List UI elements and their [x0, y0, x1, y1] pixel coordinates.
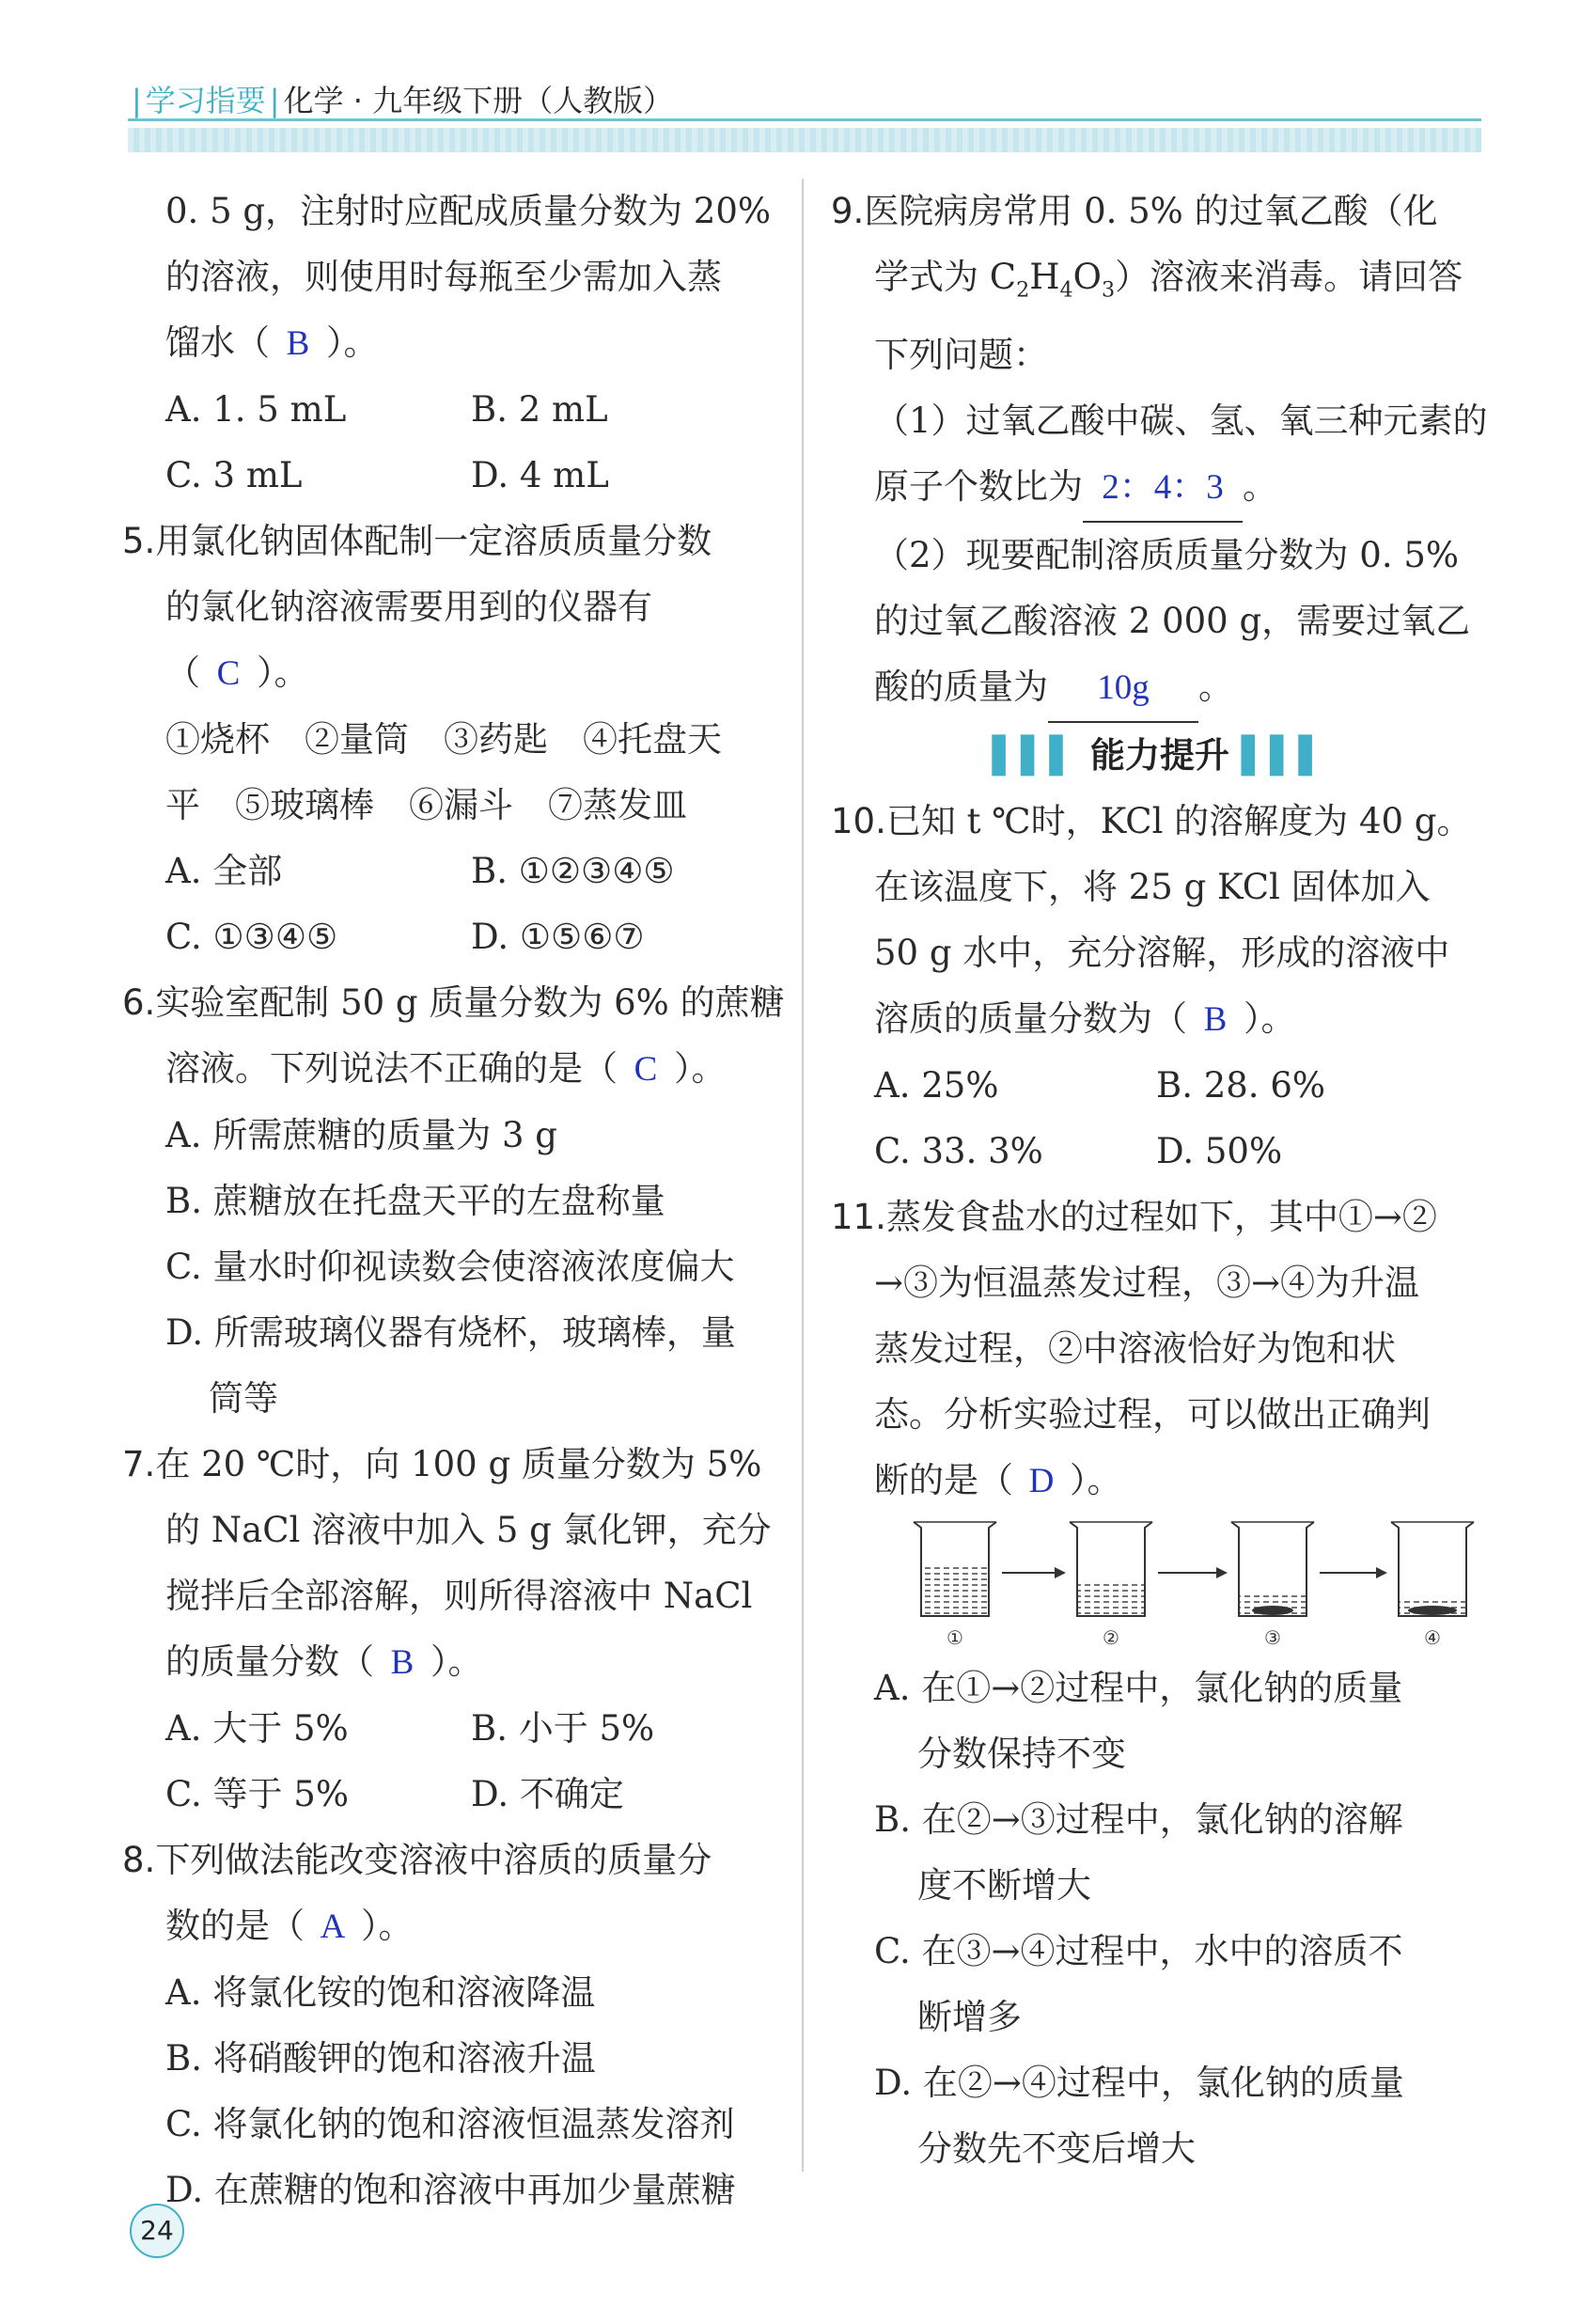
right-column	[831, 179, 1489, 2182]
q5-option-a: A. 全部	[165, 851, 283, 891]
q7-line4: 的质量分数（ B ）。	[122, 1629, 771, 1696]
q4-answer: B	[286, 324, 310, 363]
q6-option-b: B. 蔗糖放在托盘天平的左盘称量	[165, 1181, 665, 1221]
fig-label-1: ①	[947, 1626, 963, 1650]
q11-line1: 11.蒸发食盐水的过程如下，其中①→②	[831, 1197, 1437, 1238]
q9-part1-answer: 2：4：3	[1083, 455, 1243, 523]
q9-line1: 9.医院病房常用 0. 5% 的过氧乙酸（化	[831, 191, 1438, 231]
q9-line3: 下列问题：	[874, 335, 1048, 376]
q11-line3: 蒸发过程，②中溶液恰好为饱和状	[874, 1328, 1396, 1370]
q6-line1: 6.实验室配制 50 g 质量分数为 6% 的蔗糖	[122, 982, 785, 1023]
q8-line2: 数的是（ A ）。	[122, 1893, 771, 1960]
q5-line3: （ C ）。	[122, 640, 771, 707]
left-column	[122, 179, 785, 2223]
beaker-3	[1231, 1522, 1314, 1616]
q5-option-d: D. ①⑤⑥⑦	[471, 917, 645, 957]
q4-line2: 的溶液，则使用时每瓶至少需加入蒸	[165, 257, 722, 297]
q11-option-a-cont: 分数保持不变	[917, 1734, 1126, 1775]
q7-options-row2	[122, 1762, 771, 1828]
q11-option-b-cont: 度不断增大	[917, 1865, 1091, 1907]
q8-line1: 8.下列做法能改变溶液中溶质的质量分	[122, 1840, 712, 1880]
q6-option-a: A. 所需蔗糖的质量为 3 g	[165, 1115, 557, 1155]
question-10	[831, 789, 1489, 1185]
q7-line3: 搅拌后全部溶解，则所得溶液中 NaCl	[165, 1576, 753, 1616]
q9-part1-line2: 原子个数比为 2：4：3 。	[831, 454, 1489, 523]
section-title: ▌▌▌ 能力提升 ▌▌▌	[992, 735, 1328, 777]
q9-part2-line2: 的过氧乙酸溶液 2 000 g，需要过氧乙	[874, 601, 1471, 642]
q6-option-d: D. 所需玻璃仪器有烧杯，玻璃棒，量	[165, 1312, 736, 1353]
evaporation-figure	[906, 1514, 1489, 1656]
question-5	[122, 509, 771, 970]
q6-option-d-cont: 筒等	[209, 1378, 278, 1419]
q11-line5: 断的是（ D ）。	[831, 1448, 1489, 1514]
q4-option-c: C. 3 mL	[165, 455, 303, 495]
q8-option-d: D. 在蔗糖的饱和溶液中再加少量蔗糖	[165, 2170, 736, 2210]
q10-line3: 50 g 水中，充分溶解，形成的溶液中	[874, 933, 1450, 974]
q10-answer: B	[1203, 1000, 1228, 1040]
header-title: | 学习指要 | 化学 · 九年级下册（人教版）	[132, 83, 674, 118]
q7-line1: 7.在 20 ℃时，向 100 g 质量分数为 5%	[122, 1444, 762, 1484]
q4-option-a: A. 1. 5 mL	[165, 389, 347, 430]
q5-line1: 5.用氯化钠固体配制一定溶质质量分数	[122, 521, 712, 561]
q8-option-b: B. 将硝酸钾的饱和溶液升温	[165, 2038, 596, 2079]
beaker-2	[1070, 1522, 1152, 1616]
q11-option-d: D. 在②→④过程中，氯化钠的质量	[874, 2063, 1404, 2104]
series-name: 学习指要	[145, 83, 266, 118]
q9-line2: 学式为 $C_2H_4O_3$）溶液来消毒。请回答	[874, 257, 1463, 303]
q10-options-row1	[831, 1053, 1489, 1119]
q5-line5: 平 ⑤玻璃棒 ⑥漏斗 ⑦蒸发皿	[165, 785, 687, 825]
beaker-1	[914, 1522, 996, 1616]
q6-line2: 溶液。下列说法不正确的是（ C ）。	[122, 1036, 771, 1103]
q7-option-c: C. 等于 5%	[165, 1774, 349, 1814]
q10-option-c: C. 33. 3%	[874, 1131, 1043, 1172]
q6-option-c: C. 量水时仰视读数会使溶液浓度偏大	[165, 1247, 735, 1287]
q5-line4: ①烧杯 ②量筒 ③药匙 ④托盘天	[165, 719, 722, 760]
q7-options-row1	[122, 1696, 771, 1762]
q11-option-a: A. 在①→②过程中，氯化钠的质量	[874, 1668, 1403, 1709]
q4-options-row2	[122, 443, 771, 509]
q5-answer: C	[216, 654, 241, 693]
q4-options-row1	[122, 377, 771, 443]
question-4-continued	[122, 179, 771, 509]
q6-answer: C	[634, 1050, 658, 1089]
q5-options-row1	[122, 839, 771, 904]
q11-line4: 态。分析实验过程，可以做出正确判	[874, 1394, 1431, 1436]
q11-option-c-cont: 断增多	[917, 1997, 1022, 2038]
section-deco-right: ▌▌▌	[1241, 735, 1328, 777]
q11-option-b: B. 在②→③过程中，氯化钠的溶解	[874, 1799, 1403, 1841]
column-divider	[802, 179, 804, 2172]
q5-options-row2	[122, 904, 771, 970]
fig-label-4: ④	[1424, 1626, 1441, 1650]
page-number: 24	[130, 2204, 184, 2258]
q11-line2: →③为恒温蒸发过程，③→④为升温	[874, 1263, 1420, 1304]
question-8	[122, 1828, 771, 2223]
q4-option-d: D. 4 mL	[471, 455, 609, 495]
q10-option-d: D. 50%	[1156, 1131, 1283, 1172]
q8-option-c: C. 将氯化钠的饱和溶液恒温蒸发溶剂	[165, 2104, 735, 2144]
q10-options-row2	[831, 1119, 1489, 1185]
page-header	[128, 73, 1481, 120]
q10-line4: 溶质的质量分数为（ B ）。	[831, 986, 1489, 1053]
section-deco-left: ▌▌▌	[992, 735, 1079, 777]
beakers-diagram	[906, 1514, 1489, 1656]
q7-option-b: B. 小于 5%	[471, 1708, 655, 1749]
q9-part1-line1: （1）过氧乙酸中碳、氢、氧三种元素的	[874, 400, 1488, 442]
q5-line2: 的氯化钠溶液需要用到的仪器有	[165, 587, 652, 627]
fig-label-3: ③	[1264, 1626, 1281, 1650]
q9-part2-line3: 酸的质量为 10g 。	[831, 654, 1489, 723]
q8-option-a: A. 将氯化铵的饱和溶液降温	[165, 1972, 596, 2013]
q9-part2-line1: （2）现要配制溶质质量分数为 0. 5%	[874, 535, 1460, 576]
q7-option-a: A. 大于 5%	[165, 1708, 349, 1749]
q10-line2: 在该温度下，将 25 g KCl 固体加入	[874, 867, 1431, 908]
header-band	[128, 128, 1481, 152]
q10-option-b: B. 28. 6%	[1156, 1065, 1326, 1106]
q4-line3: 馏水（ B ）。	[122, 310, 771, 377]
q11-option-c: C. 在③→④过程中，水中的溶质不	[874, 1931, 1403, 1972]
q4-line1: 0. 5 g，注射时应配成质量分数为 20%	[165, 191, 772, 231]
q11-option-d-cont: 分数先不变后增大	[917, 2128, 1196, 2170]
q11-answer: D	[1028, 1462, 1055, 1501]
q10-option-a: A. 25%	[874, 1065, 999, 1106]
question-7	[122, 1432, 771, 1828]
q7-line2: 的 NaCl 溶液中加入 5 g 氯化钾，充分	[165, 1510, 772, 1550]
q4-option-b: B. 2 mL	[471, 389, 608, 430]
q5-option-b: B. ①②③④⑤	[471, 851, 675, 891]
q10-line1: 10.已知 t ℃时，KCl 的溶解度为 40 g。	[831, 801, 1472, 842]
header-rule	[128, 118, 1481, 121]
q7-option-d: D. 不确定	[471, 1774, 624, 1814]
q8-answer: A	[320, 1907, 346, 1946]
book-title: 化学 · 九年级下册（人教版）	[283, 83, 674, 118]
question-6	[122, 970, 785, 1432]
question-11	[831, 1185, 1489, 2182]
q5-option-c: C. ①③④⑤	[165, 917, 338, 957]
question-9	[831, 179, 1489, 723]
beaker-4	[1391, 1522, 1474, 1616]
q7-answer: B	[390, 1643, 415, 1682]
fig-label-2: ②	[1103, 1626, 1119, 1650]
q9-part2-answer: 10g	[1048, 655, 1198, 723]
